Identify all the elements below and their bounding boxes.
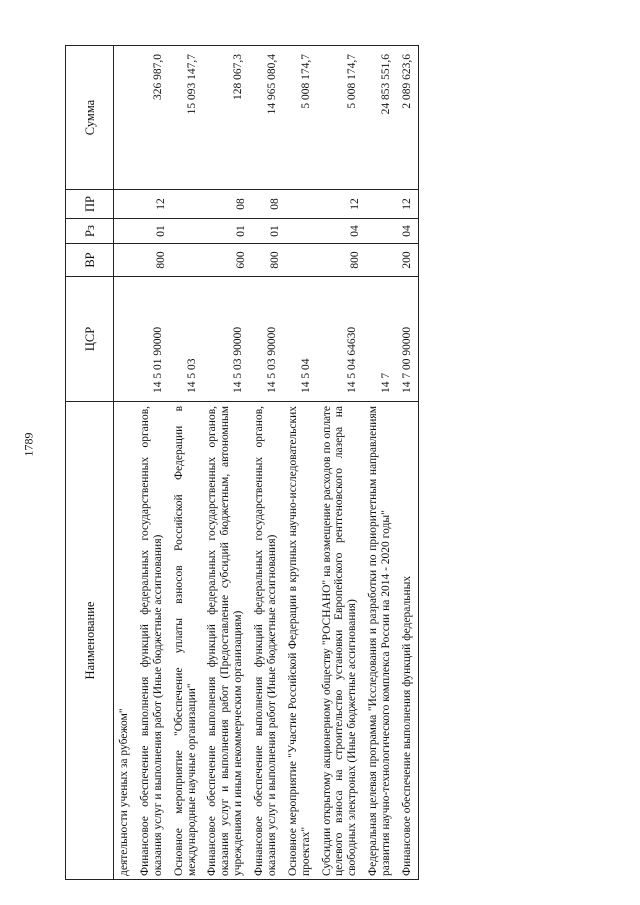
row-pr — [363, 190, 397, 219]
row-pr — [283, 190, 317, 219]
row-pr: 12 — [397, 190, 418, 219]
row-sum — [114, 46, 135, 190]
row-csr: 14 5 03 90000 — [249, 277, 283, 402]
row-name: деятельности ученых за рубежом" — [114, 402, 135, 880]
row-pr: 12 — [135, 190, 169, 219]
row-rz — [363, 219, 397, 244]
table-row — [202, 46, 249, 880]
header-rz: Рз — [66, 219, 114, 244]
table-header-row — [66, 46, 114, 880]
header-sum: Сумма — [66, 46, 114, 190]
table-row — [135, 46, 169, 880]
row-vr: 600 — [202, 244, 249, 277]
row-csr: 14 5 01 90000 — [135, 277, 169, 402]
table-row — [317, 46, 364, 880]
row-vr: 800 — [317, 244, 364, 277]
row-vr — [363, 244, 397, 277]
row-sum: 5 008 174,7 — [283, 46, 317, 190]
row-csr: 14 5 04 — [283, 277, 317, 402]
row-rz — [169, 219, 203, 244]
rotated-page — [65, 45, 595, 880]
row-csr: 14 5 03 — [169, 277, 203, 402]
row-sum: 5 008 174,7 — [317, 46, 364, 190]
row-pr: 08 — [202, 190, 249, 219]
row-csr — [114, 277, 135, 402]
row-name: Основное мероприятие "Участие Российской Федерации в крупных научно-исследовательских проектах" — [283, 402, 317, 880]
table-row — [363, 46, 397, 880]
table-row — [249, 46, 283, 880]
row-vr — [169, 244, 203, 277]
row-pr — [114, 190, 135, 219]
row-name: Субсидии открытому акционерному обществу "РОСНАНО" на возмещение расходов по оплате целевого взноса на строительство установки Европейского рентгеновского лазера на свободных электронах (Иные бюджетные ассигнования) — [317, 402, 364, 880]
budget-table — [65, 45, 419, 880]
row-name: Финансовое обеспечение выполнения функций федеральных государственных органов, оказания услуг и выполнения работ (Предоставление субсидий бюджетным, автономным учреждениям и иным некоммерческим организациям) — [202, 402, 249, 880]
header-vr: ВР — [66, 244, 114, 277]
page-number: 1789 — [21, 432, 36, 457]
row-sum: 15 093 147,7 — [169, 46, 203, 190]
header-csr: ЦСР — [66, 277, 114, 402]
row-vr — [114, 244, 135, 277]
row-vr: 800 — [249, 244, 283, 277]
row-name: Финансовое обеспечение выполнения функций федеральных государственных органов, оказания услуг и выполнения работ (Иные бюджетные ассигнования) — [135, 402, 169, 880]
row-pr: 08 — [249, 190, 283, 219]
row-rz — [283, 219, 317, 244]
row-name: Федеральная целевая программа "Исследования и разработки по приоритетным направлениям развития научно-технологического комплекса России на 2014 - 2020 годы" — [363, 402, 397, 880]
row-vr — [283, 244, 317, 277]
table-row — [283, 46, 317, 880]
row-vr: 800 — [135, 244, 169, 277]
row-name: Основное мероприятие "Обеспечение уплаты взносов Российской Федерации в международные научные организации" — [169, 402, 203, 880]
table-row — [169, 46, 203, 880]
row-rz: 01 — [135, 219, 169, 244]
row-csr: 14 7 00 90000 — [397, 277, 418, 402]
row-pr: 12 — [317, 190, 364, 219]
row-vr: 200 — [397, 244, 418, 277]
header-pr: ПР — [66, 190, 114, 219]
row-name: Финансовое обеспечение выполнения функций федеральных государственных органов, оказания услуг и выполнения работ (Иные бюджетные ассигнования) — [249, 402, 283, 880]
row-csr: 14 5 04 64630 — [317, 277, 364, 402]
header-name: Наименование — [66, 402, 114, 880]
row-sum: 128 067,3 — [202, 46, 249, 190]
row-sum: 2 089 623,6 — [397, 46, 418, 190]
row-csr: 14 5 03 90000 — [202, 277, 249, 402]
row-sum: 24 853 551,6 — [363, 46, 397, 190]
row-rz: 01 — [202, 219, 249, 244]
row-rz — [114, 219, 135, 244]
row-name: Финансовое обеспечение выполнения функций федеральных — [397, 402, 418, 880]
row-rz: 04 — [317, 219, 364, 244]
row-sum: 14 965 080,4 — [249, 46, 283, 190]
row-sum: 326 987,0 — [135, 46, 169, 190]
table-row — [114, 46, 135, 880]
row-rz: 04 — [397, 219, 418, 244]
row-csr: 14 7 — [363, 277, 397, 402]
table-row — [397, 46, 418, 880]
row-rz: 01 — [249, 219, 283, 244]
row-pr — [169, 190, 203, 219]
